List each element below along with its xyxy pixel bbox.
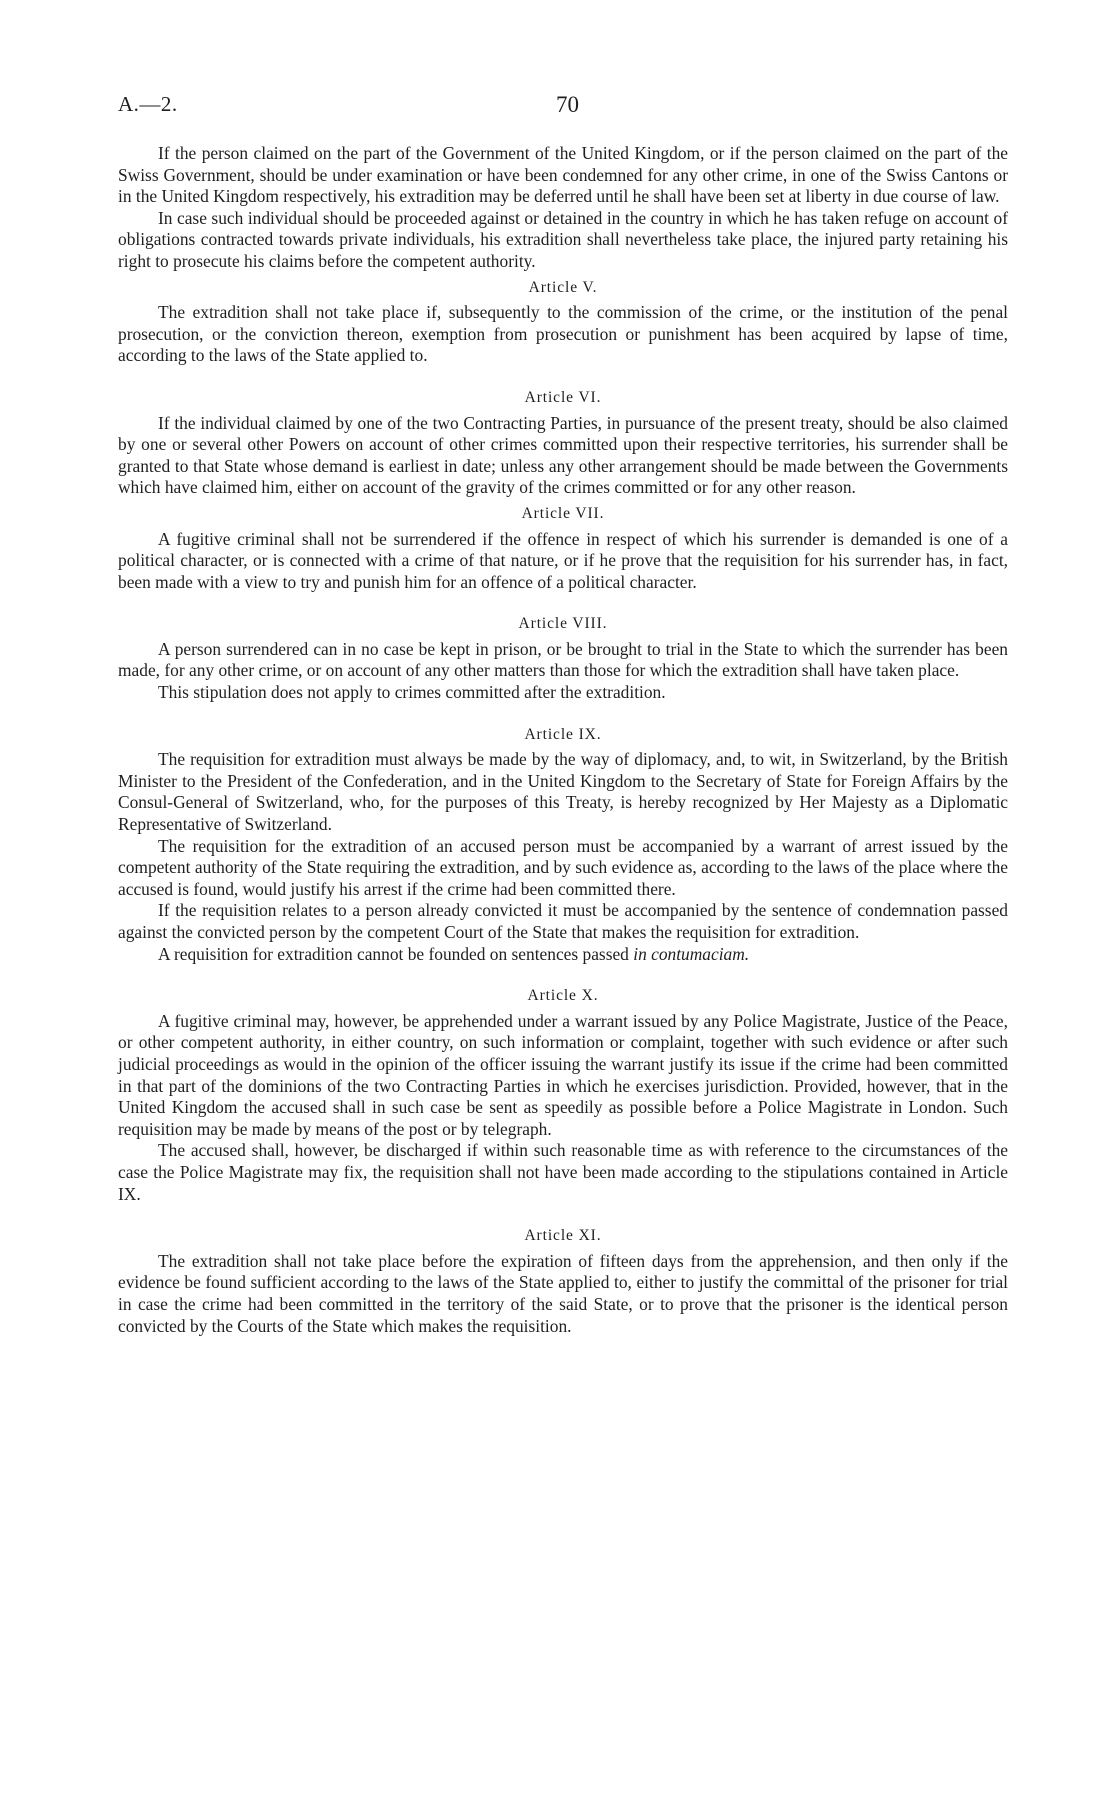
paragraph: The requisition for extradition must always be made by the way of diplomacy, and, to wit, in Switzerland, by the British Minister to the President of the Confederation, and in the United Kingdom to the Secretary of State for Foreign Affairs by the Consul-General of Switzerland, who, for the purposes of this Treaty, is hereby recognized by Her Majesty as a Diplomatic Representative of Switzerland. <box>118 749 1008 835</box>
article-heading: Article VII. <box>521 504 605 522</box>
paragraph-text: A requisition for extradition cannot be founded on sentences passed <box>158 943 634 964</box>
article-heading: Article VIII. <box>518 615 608 633</box>
page-number: 70 <box>556 92 579 117</box>
paragraph: If the person claimed on the part of the Government of the United Kingdom, or if the person claimed on the part of the Swiss Government, should be under examination or have been condemned for any other crime, in one of the Swiss Cantons or in the United Kingdom respectively, his extradition may be deferred until he shall have been set at liberty in due course of law. <box>118 143 1008 207</box>
paragraph: If the requisition relates to a person already convicted it must be accompanied by the sentence of condemnation passed against the convicted person by the competent Court of the State that makes the requisition for extradition. <box>118 900 1008 942</box>
article-heading: Article X. <box>527 987 599 1005</box>
paragraph <box>118 944 1008 966</box>
paragraph: A person surrendered can in no case be kept in prison, or be brought to trial in the State to which the surrender has been made, for any other crime, or on account of any other matters than those for which the extradition shall have taken place. <box>118 638 1008 681</box>
document-reference: A.—2. <box>118 92 178 116</box>
paragraph: The requisition for the extradition of an accused person must be accompanied by a warrant of arrest issued by the competent authority of the State requiring the extradition, and by such evidence as, according to the laws of the place where the accused is found, would justify his arrest if the crime had been committed there. <box>118 835 1008 899</box>
article-heading: Article XI. <box>524 1227 602 1245</box>
paragraph: In case such individual should be proceeded against or detained in the country in which he has taken refuge on account of obligations contracted towards private individuals, his extradition shall nevertheless take place, the injured party retaining his right to prosecute his claims before the competent authority. <box>118 207 1008 271</box>
latin-phrase: in contumaciam. <box>633 943 750 964</box>
paragraph: The accused shall, however, be discharged if within such reasonable time as with reference to the circumstances of the case the Police Magistrate may fix, the requisition shall not have been made according to the stipulations contained in Article IX. <box>118 1140 1008 1204</box>
paragraph: A fugitive criminal may, however, be apprehended under a warrant issued by any Police Magistrate, Justice of the Peace, or other competent authority, in either country, on such information or complaint, together with such evidence or after such judicial proceedings as would in the opinion of the officer issuing the warrant justify its issue if the crime had been committed in that part of the dominions of the two Contracting Parties in which he exercises jurisdiction. Provided, however, that in the United Kingdom the accused shall in such case be sent as speedily as possible before a Police Magistrate in London. Such requisition may be made by means of the post or by telegraph. <box>118 1010 1008 1139</box>
document-body <box>118 143 1008 1337</box>
paragraph: A fugitive criminal shall not be surrendered if the offence in respect of which his surrender is demanded is one of a political character, or is connected with a crime of that nature, or if he prove that the requisition for his surrender has, in fact, been made with a view to try and punish him for an offence of a political character. <box>118 528 1008 592</box>
page-header <box>118 92 1008 122</box>
paragraph: The extradition shall not take place if, subsequently to the commission of the crime, or the institution of the penal prosecution, or the conviction thereon, exemption from prosecution or punishment has been acquired by lapse of time, according to the laws of the State applied to. <box>118 302 1008 366</box>
article-heading: Article IX. <box>524 725 602 743</box>
paragraph: This stipulation does not apply to crimes committed after the extradition. <box>158 682 666 703</box>
article-heading: Article VI. <box>524 388 602 406</box>
article-heading: Article V. <box>528 278 598 296</box>
paragraph: The extradition shall not take place before the expiration of fifteen days from the apprehension, and then only if the evidence be found sufficient according to the laws of the State applied to, either to justify the committal of the prisoner for trial in case the crime had been committed in the territory of the said State, or to prove that the prisoner is the identical person convicted by the Courts of the State which makes the requisition. <box>118 1250 1008 1336</box>
paragraph: If the individual claimed by one of the two Contracting Parties, in pursuance of the present treaty, should be also claimed by one or several other Powers on account of other crimes committed upon their respective territories, his surrender shall be granted to that State whose demand is earliest in date; unless any other arrangement should be made between the Governments which have claimed him, either on account of the gravity of the crimes committed or for any other reason. <box>118 412 1008 498</box>
